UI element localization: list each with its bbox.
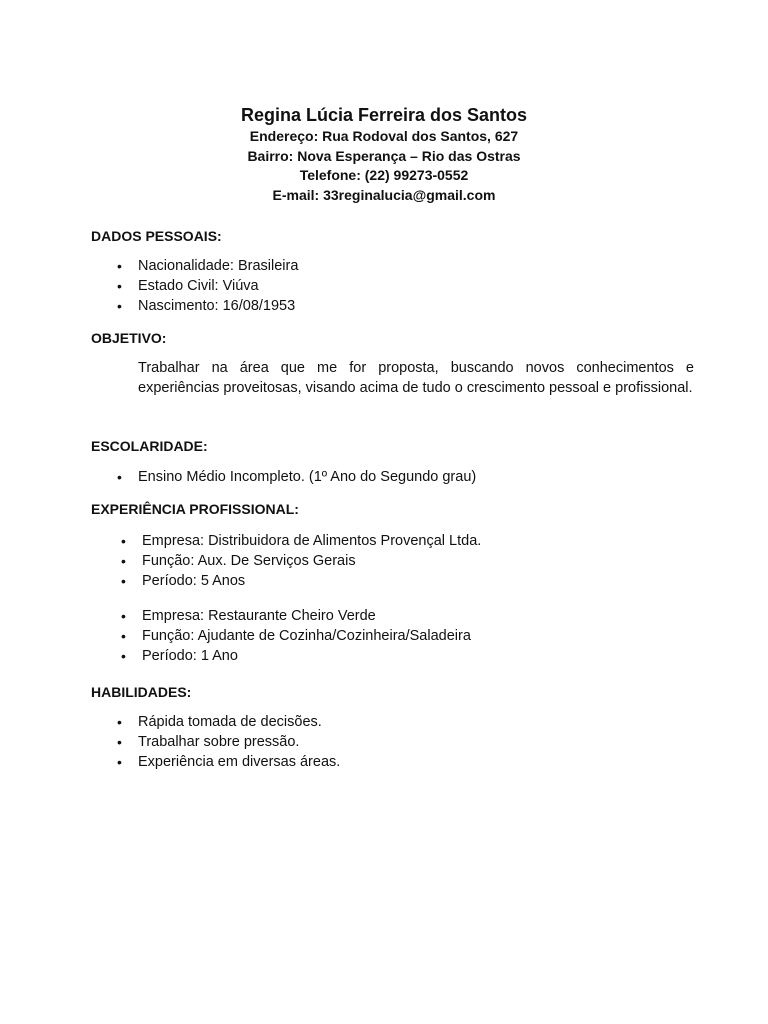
job-1-list bbox=[121, 532, 482, 591]
section-title-habilidades: HABILIDADES: bbox=[91, 684, 192, 700]
bullet-icon: • bbox=[121, 627, 126, 644]
bullet-icon: • bbox=[121, 647, 126, 664]
list-item: • Nacionalidade: Brasileira bbox=[138, 257, 298, 277]
list-item: • Experiência em diversas áreas. bbox=[138, 753, 340, 773]
list-item: • Nascimento: 16/08/1953 bbox=[138, 297, 298, 317]
list-item: • Estado Civil: Viúva bbox=[138, 277, 298, 297]
bullet-icon: • bbox=[121, 533, 126, 549]
list-item: • Empresa: Restaurante Cheiro Verde bbox=[142, 607, 471, 627]
list-item: • Função: Aux. De Serviços Gerais bbox=[142, 552, 481, 572]
list-item: • Empresa: Distribuidora de Alimentos Provençal Ltda. bbox=[142, 532, 481, 552]
list-item: • Função: Ajudante de Cozinha/Cozinheira/Saladeira bbox=[142, 627, 471, 647]
bullet-icon: • bbox=[117, 297, 122, 314]
dados-pessoais-list bbox=[117, 257, 299, 316]
section-title-escolaridade: ESCOLARIDADE: bbox=[91, 438, 208, 454]
neighborhood-line: Bairro: Nova Esperança – Rio das Ostras bbox=[247, 147, 521, 164]
bullet-icon: • bbox=[121, 552, 126, 569]
bullet-icon: • bbox=[121, 572, 126, 589]
email-line: E-mail: 33reginalucia@gmail.com bbox=[272, 186, 496, 203]
list-item: • Trabalhar sobre pressão. bbox=[138, 733, 340, 753]
section-title-dados-pessoais: DADOS PESSOAIS: bbox=[91, 228, 222, 244]
bullet-icon: • bbox=[117, 753, 122, 770]
section-title-experiencia: EXPERIÊNCIA PROFISSIONAL: bbox=[91, 501, 299, 517]
job-2-list bbox=[121, 607, 471, 666]
list-item: • Período: 5 Anos bbox=[142, 572, 481, 592]
objetivo-text: Trabalhar na área que me for proposta, buscando novos conhecimentos e experiências proveitosas, visando acima de tudo o crescimento pessoal e profissional. bbox=[138, 360, 694, 396]
bullet-icon: • bbox=[117, 733, 122, 750]
resume-header bbox=[0, 103, 768, 205]
bullet-icon: • bbox=[121, 608, 126, 624]
person-name: Regina Lúcia Ferreira dos Santos bbox=[240, 105, 528, 125]
list-item: • Rápida tomada de decisões. bbox=[138, 713, 340, 733]
bullet-icon: • bbox=[117, 277, 122, 294]
escolaridade-list bbox=[117, 468, 477, 488]
bullet-icon: • bbox=[117, 714, 122, 730]
bullet-icon: • bbox=[117, 258, 122, 274]
phone-line: Telefone: (22) 99273-0552 bbox=[299, 167, 469, 183]
habilidades-list bbox=[117, 713, 341, 772]
address-line: Endereço: Rua Rodoval dos Santos, 627 bbox=[249, 128, 519, 144]
list-item: • Período: 1 Ano bbox=[142, 647, 471, 667]
section-title-objetivo: OBJETIVO: bbox=[91, 330, 167, 346]
bullet-icon: • bbox=[117, 469, 122, 485]
list-item: • Ensino Médio Incompleto. (1º Ano do Segundo grau) bbox=[138, 468, 476, 488]
